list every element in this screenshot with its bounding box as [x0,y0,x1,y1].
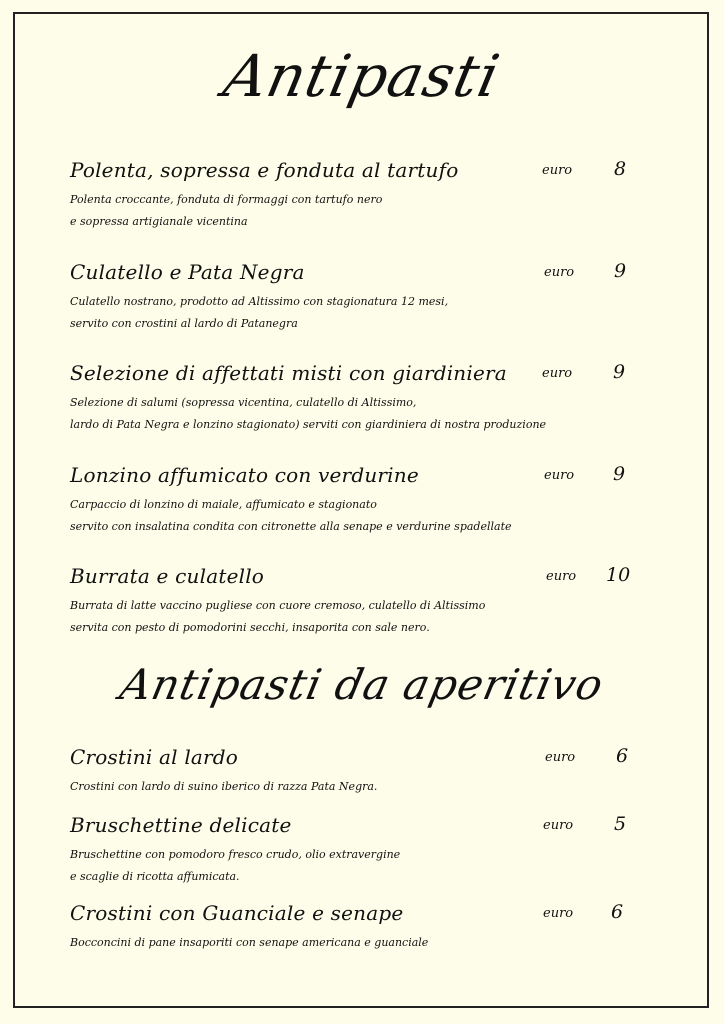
description-line: servito con insalatina condita con citronette alla senape e verdurine spadellate [70,520,512,533]
item-description [70,392,546,436]
item-currency: euro [542,366,573,381]
item-currency: euro [546,569,577,584]
item-name: Bruschettine delicate [70,813,292,837]
description-line: Bruschettine con pomodoro fresco crudo, olio extravergine [70,848,401,861]
description-line: lardo di Pata Negra e lonzino stagionato) serviti con giardiniera di nostra produzione [70,418,547,431]
item-name: Polenta, sopressa e fonduta al tartufo [70,158,459,182]
item-price: 10 [606,564,631,586]
item-currency: euro [542,163,573,178]
item-description [70,494,512,538]
item-currency: euro [543,906,574,921]
item-name: Crostini al lardo [70,745,239,769]
item-name: Culatello e Pata Negra [70,260,305,284]
item-price: 9 [613,361,626,383]
item-price: 9 [614,260,627,282]
item-name: Crostini con Guanciale e senape [70,901,404,925]
item-description [70,932,428,954]
item-price: 5 [614,813,627,835]
description-line: Bocconcini di pane insaporiti con senape americana e guanciale [70,936,429,949]
section-title-antipasti-da-aperitivo: Antipasti da aperitivo [115,660,609,709]
item-currency: euro [545,750,576,765]
item-description [70,189,382,233]
item-currency: euro [544,265,575,280]
description-line: Polenta croccante, fonduta di formaggi con tartufo nero [70,193,383,206]
item-description [70,776,377,798]
item-description [70,291,448,335]
item-currency: euro [543,818,574,833]
item-name: Lonzino affumicato con verdurine [70,463,419,487]
description-line: e scaglie di ricotta affumicata. [70,870,240,883]
item-price: 9 [613,463,626,485]
description-line: Culatello nostrano, prodotto ad Altissimo con stagionatura 12 mesi, [70,295,449,308]
item-currency: euro [544,468,575,483]
description-line: Burrata di latte vaccino pugliese con cuore cremoso, culatello di Altissimo [70,599,486,612]
item-price: 6 [616,745,629,767]
item-description [70,844,400,888]
item-description [70,595,485,639]
section-title-antipasti: Antipasti [218,42,506,110]
description-line: Selezione di salumi (sopressa vicentina, culatello di Altissimo, [70,396,417,409]
description-line: Crostini con lardo di suino iberico di razza Pata Negra. [70,780,378,793]
description-line: servita con pesto di pomodorini secchi, insaporita con sale nero. [70,621,430,634]
item-price: 8 [614,158,627,180]
item-price: 6 [611,901,624,923]
description-line: servito con crostini al lardo di Patanegra [70,317,298,330]
item-name: Selezione di affettati misti con giardiniera [70,361,507,385]
description-line: Carpaccio di lonzino di maiale, affumicato e stagionato [70,498,377,511]
description-line: e sopressa artigianale vicentina [70,215,248,228]
item-name: Burrata e culatello [70,564,265,588]
